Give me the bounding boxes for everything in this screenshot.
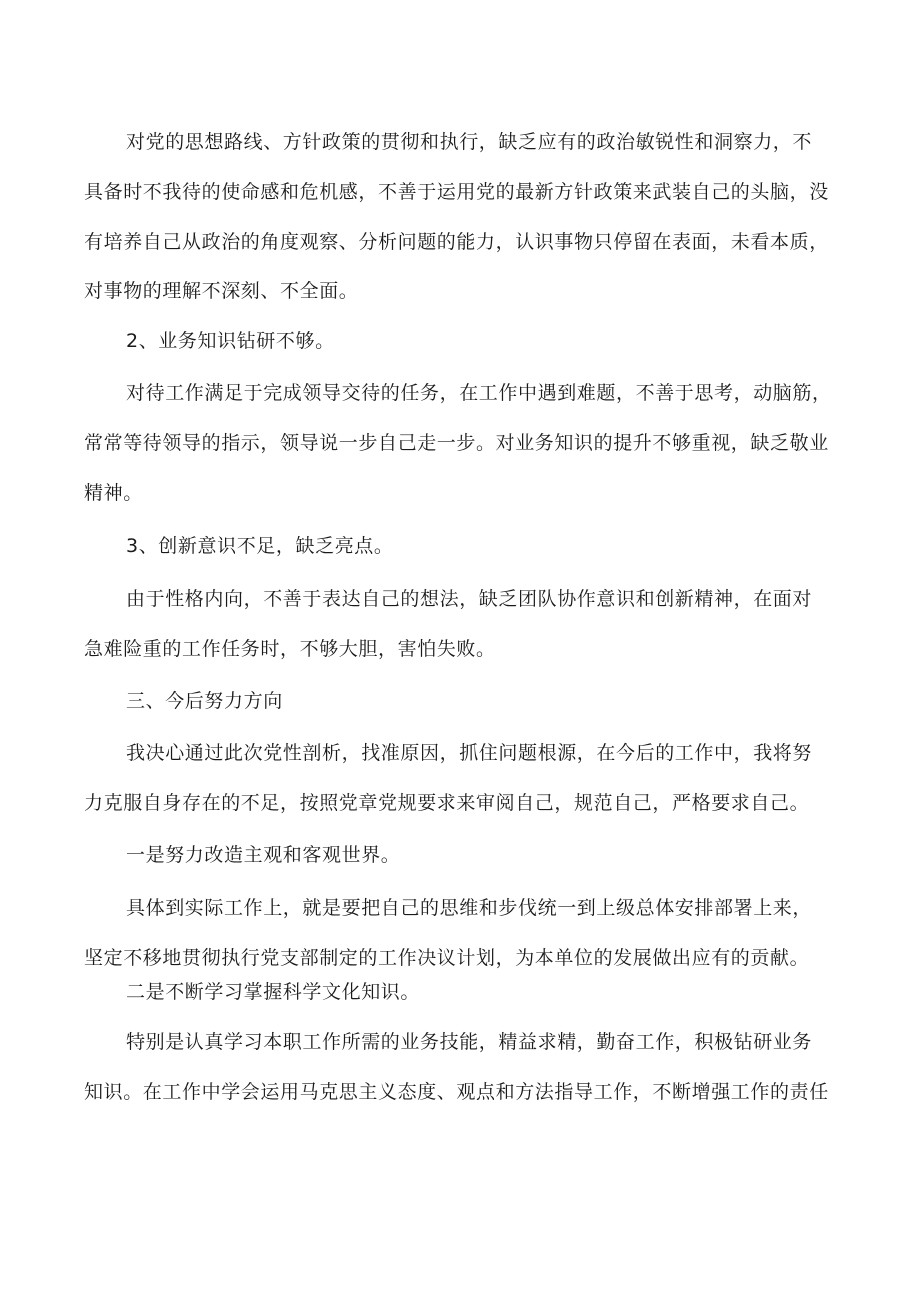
- paragraph-line: 对党的思想路线、方针政策的贯彻和执行，缺乏应有的政治敏锐性和洞察力，不: [126, 131, 813, 153]
- paragraph-line: 力克服自身存在的不足，按照党章党规要求来审阅自己，规范自己，严格要求自己。: [84, 792, 810, 814]
- paragraph-line: 精神。: [84, 482, 143, 504]
- item-heading: 一是努力改造主观和客观世界。: [126, 844, 401, 866]
- section-heading: 三、今后努力方向: [126, 690, 283, 712]
- paragraph-line: 坚定不移地贯彻执行党支部制定的工作决议计划，为本单位的发展做出应有的贡献。: [84, 947, 810, 969]
- paragraph-line: 由于性格内向，不善于表达自己的想法，缺乏团队协作意识和创新精神，在面对: [126, 588, 813, 610]
- paragraph-line: 急难险重的工作任务时，不够大胆，害怕失败。: [84, 638, 496, 660]
- paragraph-line: 对事物的理解不深刻、不全面。: [84, 280, 359, 302]
- item-heading: 二是不断学习掌握科学文化知识。: [126, 981, 421, 1003]
- paragraph-line: 常常等待领导的指示，领导说一步自己走一步。对业务知识的提升不够重视，缺乏敬业: [84, 432, 829, 454]
- paragraph-line: 具备时不我待的使命感和危机感，不善于运用党的最新方针政策来武装自己的头脑，没: [84, 181, 829, 203]
- paragraph-line: 我决心通过此次党性剖析，找准原因，抓住问题根源，在今后的工作中，我将努: [126, 742, 813, 764]
- paragraph-line: 特别是认真学习本职工作所需的业务技能，精益求精，勤奋工作，积极钻研业务: [126, 1031, 813, 1053]
- paragraph-line: 对待工作满足于完成领导交待的任务，在工作中遇到难题，不善于思考，动脑筋，: [126, 382, 832, 404]
- paragraph-line: 知识。在工作中学会运用马克思主义态度、观点和方法指导工作，不断增强工作的责任: [84, 1081, 829, 1103]
- paragraph-line: 具体到实际工作上，就是要把自己的思维和步伐统一到上级总体安排部署上来，: [126, 897, 813, 919]
- paragraph-line: 有培养自己从政治的角度观察、分析问题的能力，认识事物只停留在表面，未看本质，: [84, 231, 829, 253]
- subheading: 3、创新意识不足，缺乏亮点。: [126, 535, 394, 557]
- subheading: 2、业务知识钻研不够。: [126, 330, 335, 352]
